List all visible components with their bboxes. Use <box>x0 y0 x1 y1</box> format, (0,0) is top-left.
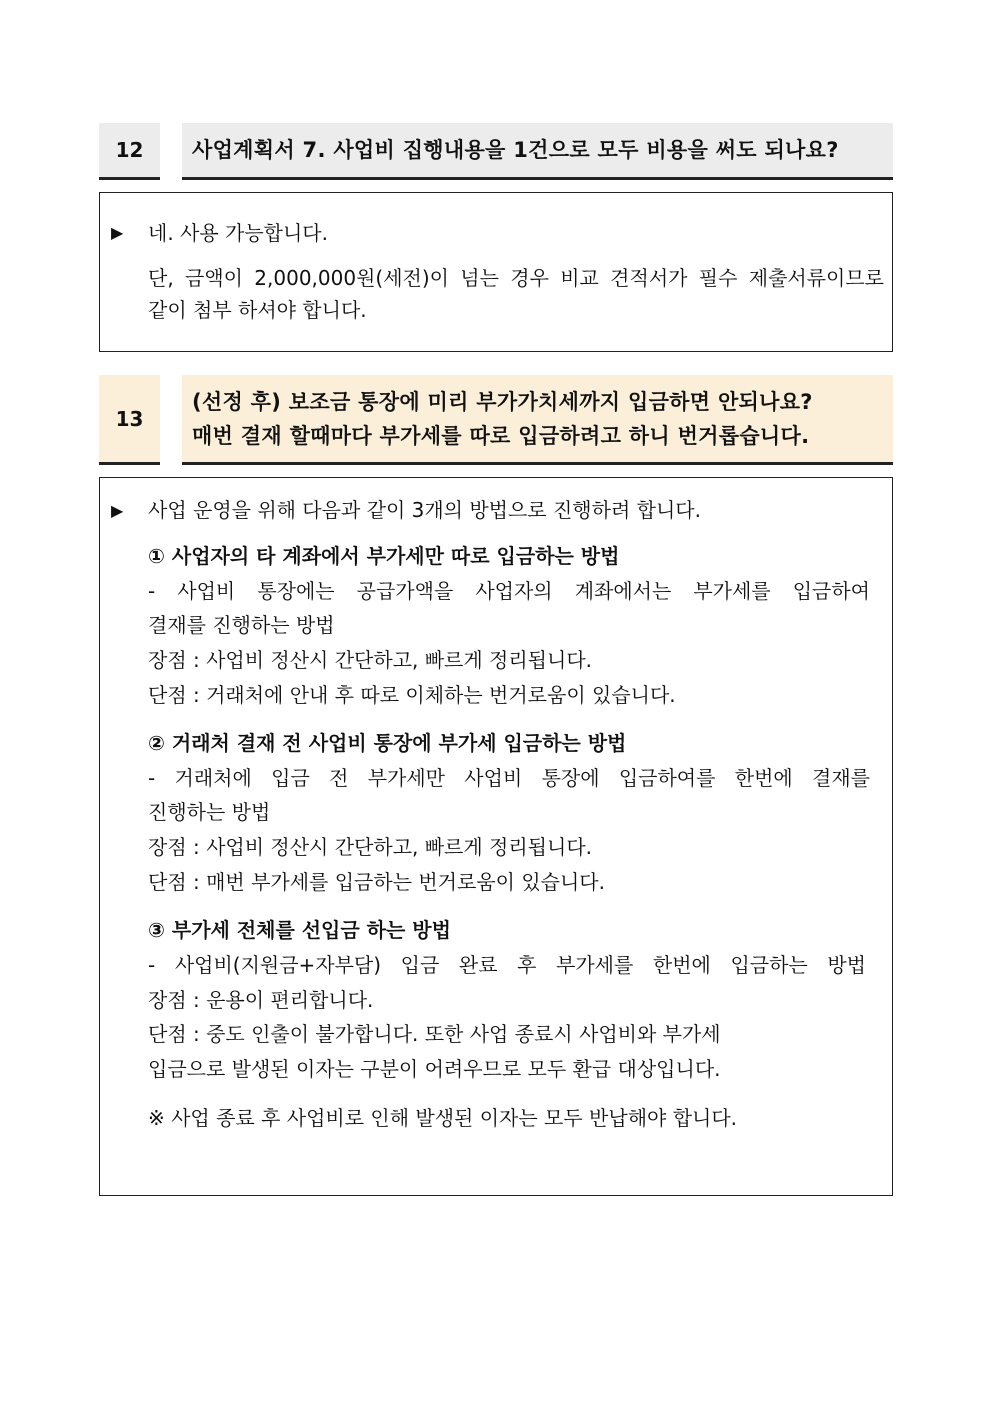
method-2-desc: 진행하는 방법 <box>148 800 271 824</box>
answer-line: 같이 첨부 하셔야 합니다. <box>148 298 367 322</box>
method-1-title: ① 사업자의 타 계좌에서 부가세만 따로 입금하는 방법 <box>148 544 620 568</box>
method-1-desc: 결재를 진행하는 방법 <box>148 613 335 637</box>
method-3-con: 입금으로 발생된 이자는 구분이 어려우므로 모두 환급 대상입니다. <box>148 1057 721 1081</box>
question-title-text: 사업계획서 7. 사업비 집행내용을 1건으로 모두 비용을 써도 되나요? <box>192 138 839 162</box>
question-title-text: (선정 후) 보조금 통장에 미리 부가가치세까지 입금하면 안되나요? <box>192 389 813 414</box>
answer-intro: 사업 운영을 위해 다음과 같이 3개의 방법으로 진행하려 합니다. <box>148 498 701 522</box>
method-3-title: ③ 부가세 전체를 선입금 하는 방법 <box>148 918 451 942</box>
method-2-desc: - 거래처에 입금 전 부가세만 사업비 통장에 입금하여를 한번에 결재를 <box>148 766 870 790</box>
method-2-title: ② 거래처 결재 전 사업비 통장에 부가세 입금하는 방법 <box>148 731 627 755</box>
method-2-pro: 장점 : 사업비 정산시 간단하고, 빠르게 정리됩니다. <box>148 835 592 859</box>
answer-box-12 <box>99 192 893 352</box>
question-number-13: 13 <box>99 375 160 465</box>
answer-line: 네. 사용 가능합니다. <box>148 221 328 245</box>
question-title-13 <box>182 375 893 465</box>
method-1-pro: 장점 : 사업비 정산시 간단하고, 빠르게 정리됩니다. <box>148 648 592 672</box>
note: ※ 사업 종료 후 사업비로 인해 발생된 이자는 모두 반납해야 합니다. <box>148 1106 738 1130</box>
question-title-12 <box>182 123 893 180</box>
method-3-pro: 장점 : 운용이 편리합니다. <box>148 988 374 1012</box>
question-number-12: 12 <box>99 123 160 180</box>
method-1-desc: - 사업비 통장에는 공급가액을 사업자의 계좌에서는 부가세를 입금하여 <box>148 579 870 603</box>
method-3-desc: - 사업비(지원금+자부담) 입금 완료 후 부가세를 한번에 입금하는 방법 <box>148 953 866 977</box>
arrow-bullet-icon: ▶ <box>111 501 124 520</box>
arrow-bullet-icon: ▶ <box>111 223 124 242</box>
answer-box-13 <box>99 477 893 1196</box>
method-1-con: 단점 : 거래처에 안내 후 따로 이체하는 번거로움이 있습니다. <box>148 683 676 707</box>
answer-line: 단, 금액이 2,000,000원(세전)이 넘는 경우 비교 견적서가 필수 제출서류이므로 <box>148 266 884 290</box>
question-title-text: 매번 결재 할때마다 부가세를 따로 입금하려고 하니 번거롭습니다. <box>192 423 810 448</box>
method-2-con: 단점 : 매번 부가세를 입금하는 번거로움이 있습니다. <box>148 870 605 894</box>
method-3-con: 단점 : 중도 인출이 불가합니다. 또한 사업 종료시 사업비와 부가세 <box>148 1022 721 1046</box>
